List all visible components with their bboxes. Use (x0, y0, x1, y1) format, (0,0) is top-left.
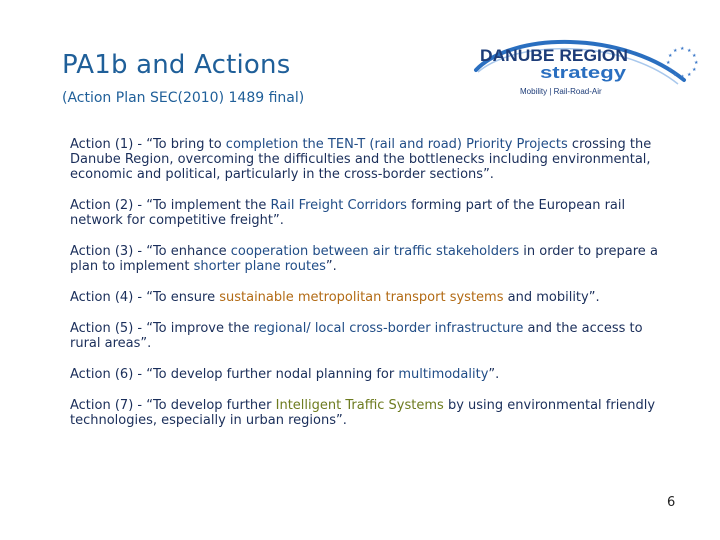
action-text: Action (4) - “To ensure (70, 290, 220, 305)
slide-title: PA1b and Actions (62, 50, 291, 80)
svg-text:★: ★ (687, 72, 692, 78)
action-highlight: shorter plane routes (193, 259, 326, 274)
action-text: ”. (488, 367, 500, 382)
action-text: Action (1) - “To bring to (70, 137, 226, 152)
action-text: crossing the Danube Region, overcoming the difficulties and the bottlenecks including environmental, economic and political, particularly in the cross-border sections”. (70, 137, 652, 182)
logo-tagline: Mobility | Rail-Road-Air (520, 87, 602, 96)
actions-list (70, 137, 676, 444)
svg-text:★: ★ (668, 67, 673, 73)
action-highlight: regional/ local cross-border infrastructure (253, 321, 524, 336)
page-number: 6 (667, 495, 676, 510)
action-text: Action (2) - “To implement the (70, 198, 271, 213)
action-text: Action (6) - “To develop further nodal planning for (70, 367, 399, 382)
action-6 (70, 367, 676, 382)
danube-region-logo (472, 36, 704, 102)
action-highlight: sustainable metropolitan transport systems (219, 290, 504, 305)
action-text: by using environmental friendly technologies, especially in urban regions”. (70, 398, 656, 428)
action-1 (70, 137, 676, 182)
action-highlight: cooperation between air traffic stakeholders (230, 244, 520, 259)
action-3 (70, 244, 676, 274)
logo-line2: strategy (540, 63, 627, 82)
svg-text:★: ★ (687, 48, 692, 54)
svg-text:★: ★ (694, 60, 699, 66)
action-5 (70, 321, 676, 351)
slide-subtitle: (Action Plan SEC(2010) 1489 final) (62, 90, 305, 106)
action-7 (70, 398, 676, 428)
action-2 (70, 198, 676, 228)
logo-line1: DANUBE REGION (480, 46, 628, 65)
action-highlight: completion the TEN-T (rail and road) Priority Projects (225, 137, 568, 152)
action-text: Action (7) - “To develop further (70, 398, 276, 413)
action-text: and mobility”. (503, 290, 600, 305)
svg-text:★: ★ (666, 60, 671, 66)
action-text: Action (3) - “To enhance (70, 244, 231, 259)
action-text: forming part of the European rail network for competitive freight”. (70, 198, 626, 228)
svg-text:★: ★ (680, 74, 685, 80)
action-highlight: Intelligent Traffic Systems (275, 398, 444, 413)
svg-text:★: ★ (692, 67, 697, 73)
action-highlight: Rail Freight Corridors (270, 198, 407, 213)
action-4 (70, 290, 676, 305)
action-text: in order to prepare a plan to implement (70, 244, 658, 274)
action-text: and the access to rural areas”. (70, 321, 643, 351)
svg-text:★: ★ (673, 72, 678, 78)
svg-text:★: ★ (692, 53, 697, 59)
action-text: ”. (325, 259, 337, 274)
action-highlight: multimodality (398, 367, 489, 382)
svg-text:★: ★ (668, 53, 673, 59)
action-text: Action (5) - “To improve the (70, 321, 254, 336)
svg-text:★: ★ (680, 46, 685, 52)
svg-text:★: ★ (673, 48, 678, 54)
stars-icon (666, 46, 699, 80)
